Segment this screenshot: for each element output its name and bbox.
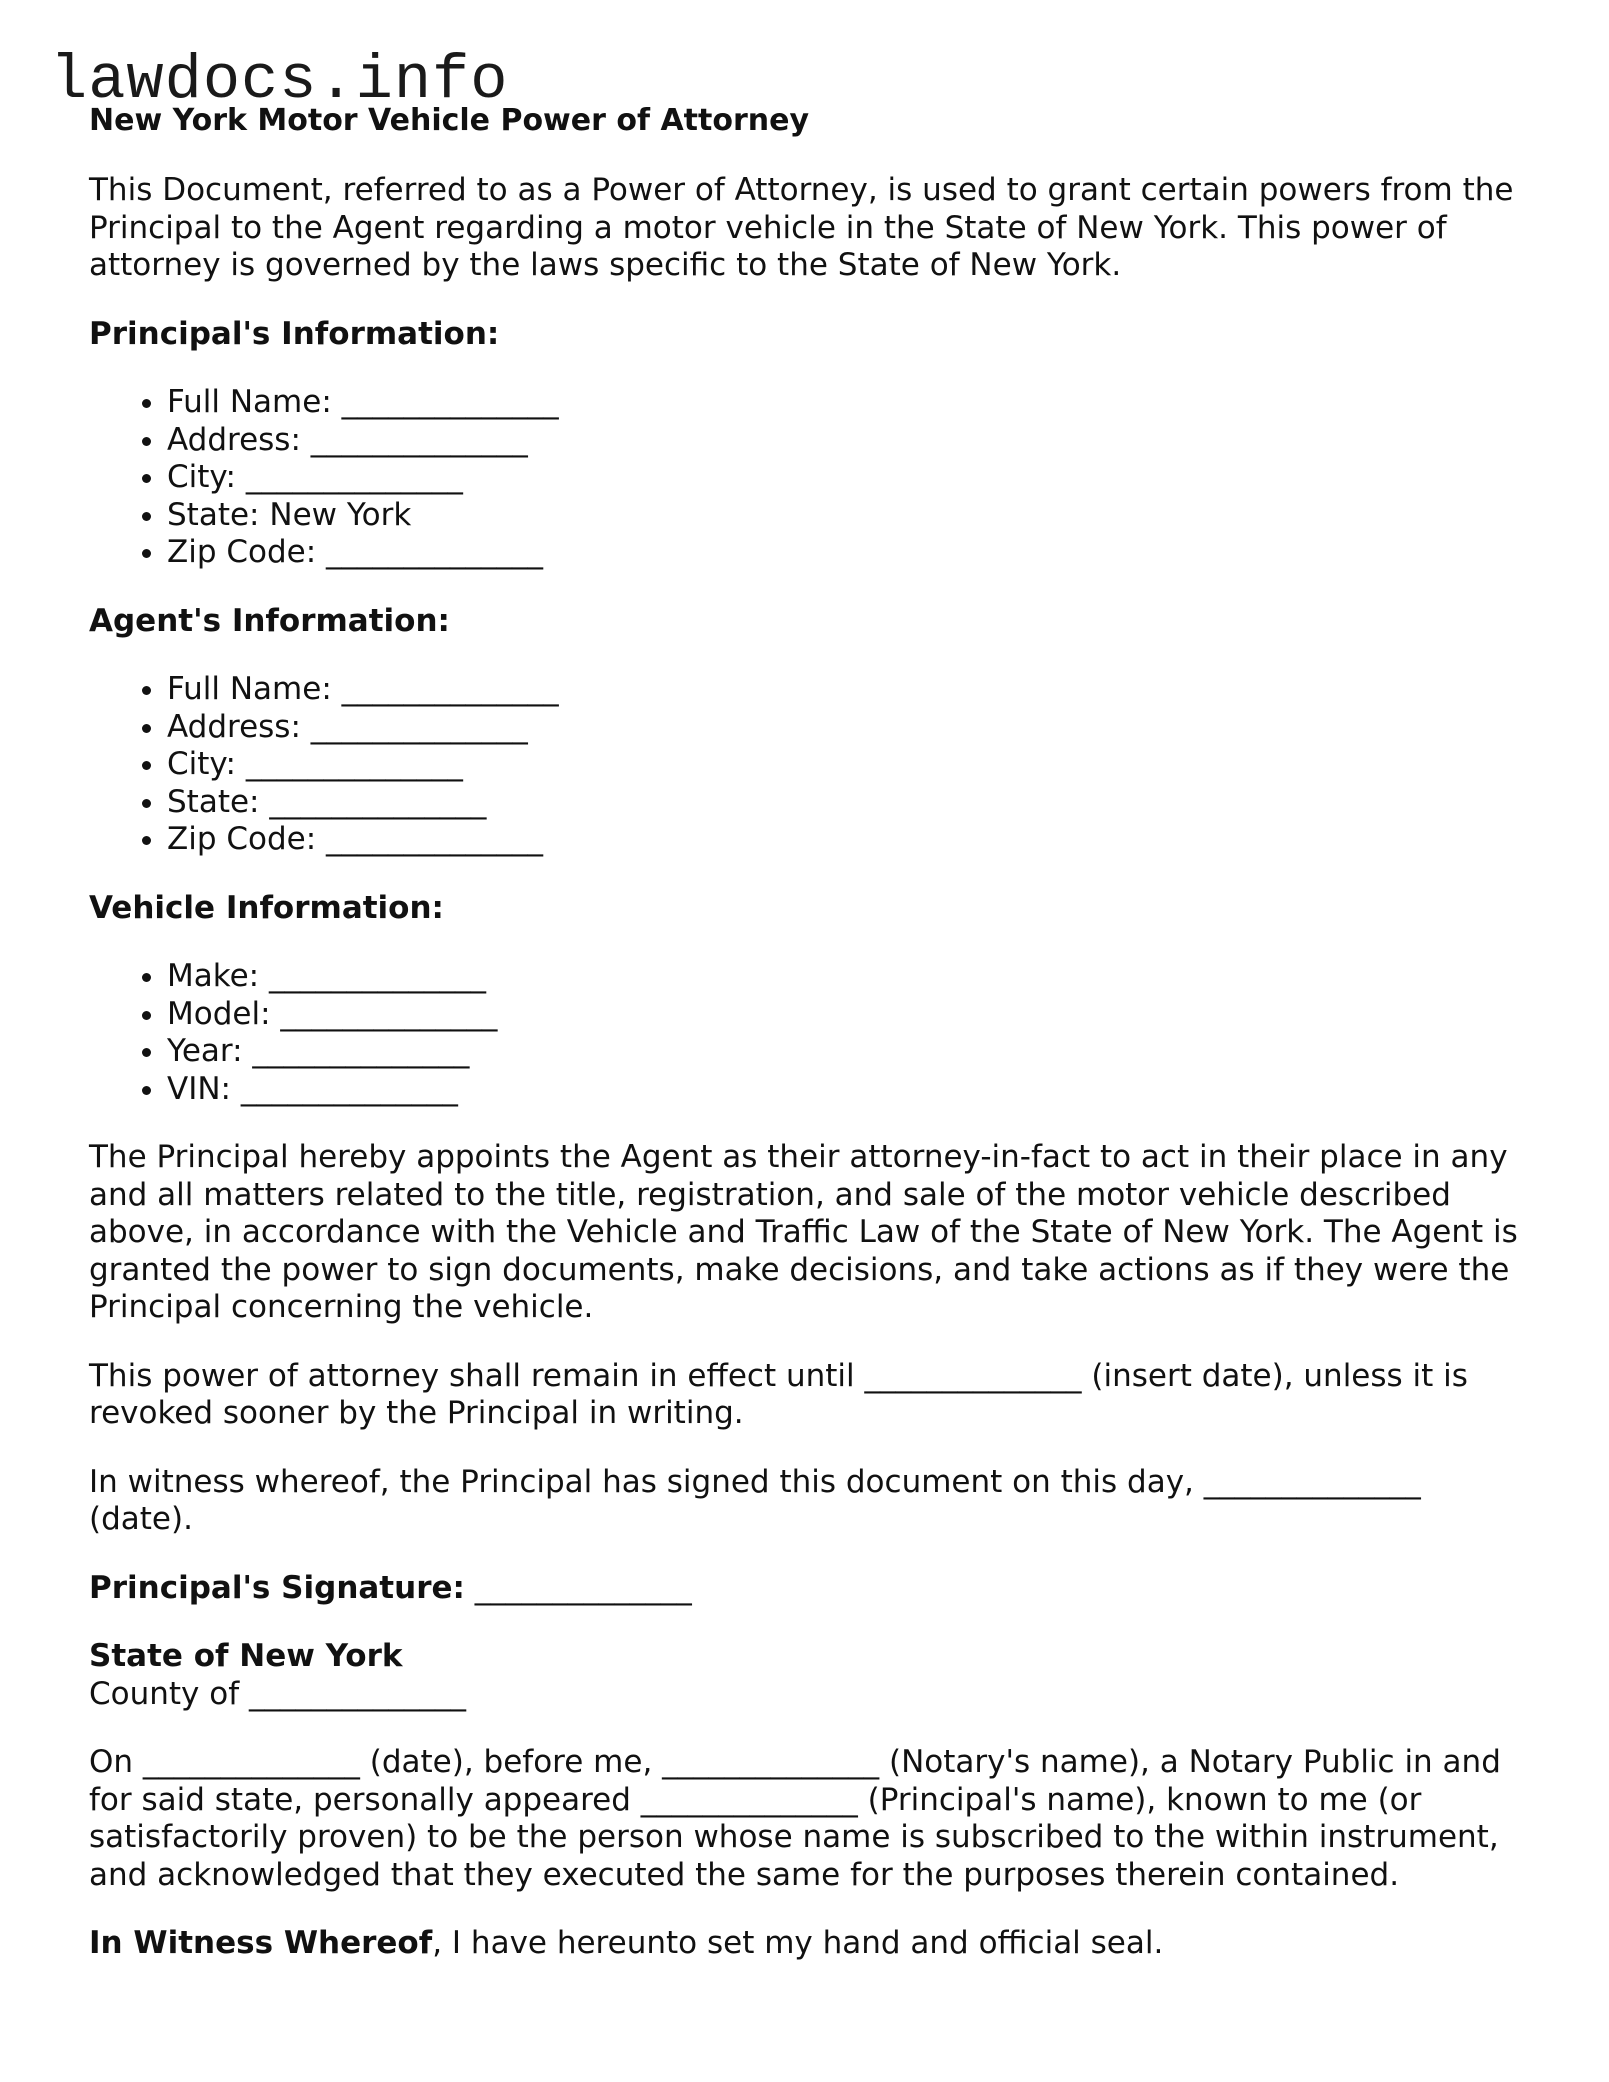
notary-state: State of New York bbox=[89, 1638, 403, 1674]
vehicle-vin: • VIN: ______________ bbox=[167, 1071, 1529, 1109]
agent-full-name: • Full Name: ______________ bbox=[167, 671, 1529, 709]
vehicle-vin-blank: ______________ bbox=[240, 1070, 458, 1107]
principal-signature-label: Principal's Signature: bbox=[89, 1569, 465, 1606]
notary-acknowledgment: On ______________ (date), before me, ______________ (Notary's name), a Notary Public in and for said state, personally appeared ______________ (Principal's name), known to me (or satisfactorily proven) to be the person whose name is subscribed to the within instrument, and acknowledged that they executed the same for the purposes therein contained. bbox=[89, 1744, 1501, 1893]
principal-zip: • Zip Code: ______________ bbox=[167, 534, 1529, 572]
principal-zip-blank: ______________ bbox=[326, 534, 544, 570]
vehicle-make: • Make: ______________ bbox=[167, 958, 1529, 996]
principal-city: • City: ______________ bbox=[167, 459, 1529, 497]
notary-venue bbox=[89, 1638, 1529, 1713]
agent-full-name-blank: ______________ bbox=[341, 671, 559, 707]
principal-state-value: New York bbox=[269, 496, 412, 533]
agent-heading: Agent's Information: bbox=[89, 602, 450, 639]
vehicle-year: • Year: ______________ bbox=[167, 1033, 1529, 1071]
document-title: New York Motor Vehicle Power of Attorney bbox=[89, 103, 810, 138]
principal-address-blank: ______________ bbox=[310, 421, 528, 458]
agent-city-blank: ______________ bbox=[245, 746, 463, 782]
intro-paragraph: This Document, referred to as a Power of Attorney, is used to grant certain powers from the Principal to the Agent regarding a motor vehicle in the State of New York. This power of attorney is governed by the laws specific to the State of New York. bbox=[89, 172, 1514, 283]
agent-state-blank: ______________ bbox=[269, 783, 487, 820]
principal-fields bbox=[89, 384, 1529, 572]
vehicle-fields bbox=[89, 958, 1529, 1108]
agent-zip: • Zip Code: ______________ bbox=[167, 821, 1529, 859]
principal-state: • State: New York bbox=[167, 497, 1529, 535]
document-body bbox=[89, 102, 1529, 1994]
agent-fields bbox=[89, 671, 1529, 859]
principal-full-name: • Full Name: ______________ bbox=[167, 384, 1529, 422]
principal-full-name-blank: ______________ bbox=[341, 384, 559, 420]
notary-closing-rest: , I have hereunto set my hand and official seal. bbox=[432, 1925, 1164, 1961]
principal-heading: Principal's Information: bbox=[89, 315, 500, 352]
appointment-paragraph: The Principal hereby appoints the Agent as their attorney-in-fact to act in their place in any and all matters related to the title, registration, and sale of the motor vehicle described above, in accordance with the Vehicle and Traffic Law of the State of New York. The Agent is granted the power to sign documents, make decisions, and take actions as if they were the Principal concerning the vehicle. bbox=[89, 1139, 1518, 1325]
vehicle-year-blank: ______________ bbox=[252, 1033, 470, 1069]
agent-address-blank: ______________ bbox=[310, 708, 528, 745]
witness-paragraph: In witness whereof, the Principal has signed this document on this day, ______________ (date). bbox=[89, 1463, 1421, 1537]
notary-county: County of ______________ bbox=[89, 1675, 466, 1712]
principal-address: • Address: ______________ bbox=[167, 422, 1529, 460]
watermark: lawdocs.info bbox=[50, 45, 509, 116]
agent-zip-blank: ______________ bbox=[326, 821, 544, 857]
vehicle-model-blank: ______________ bbox=[280, 995, 498, 1032]
vehicle-make-blank: ______________ bbox=[268, 958, 486, 994]
agent-address: • Address: ______________ bbox=[167, 709, 1529, 747]
agent-state: • State: ______________ bbox=[167, 784, 1529, 822]
agent-city: • City: ______________ bbox=[167, 746, 1529, 784]
vehicle-model: • Model: ______________ bbox=[167, 996, 1529, 1034]
vehicle-heading: Vehicle Information: bbox=[89, 889, 444, 926]
notary-closing-bold: In Witness Whereof bbox=[89, 1925, 433, 1961]
principal-signature-line bbox=[89, 1570, 1529, 1608]
principal-signature-blank: ______________ bbox=[474, 1569, 692, 1606]
notary-closing bbox=[89, 1925, 1529, 1963]
duration-paragraph: This power of attorney shall remain in effect until ______________ (insert date), unless it is revoked sooner by the Principal in writing. bbox=[89, 1357, 1468, 1431]
principal-city-blank: ______________ bbox=[245, 459, 463, 495]
